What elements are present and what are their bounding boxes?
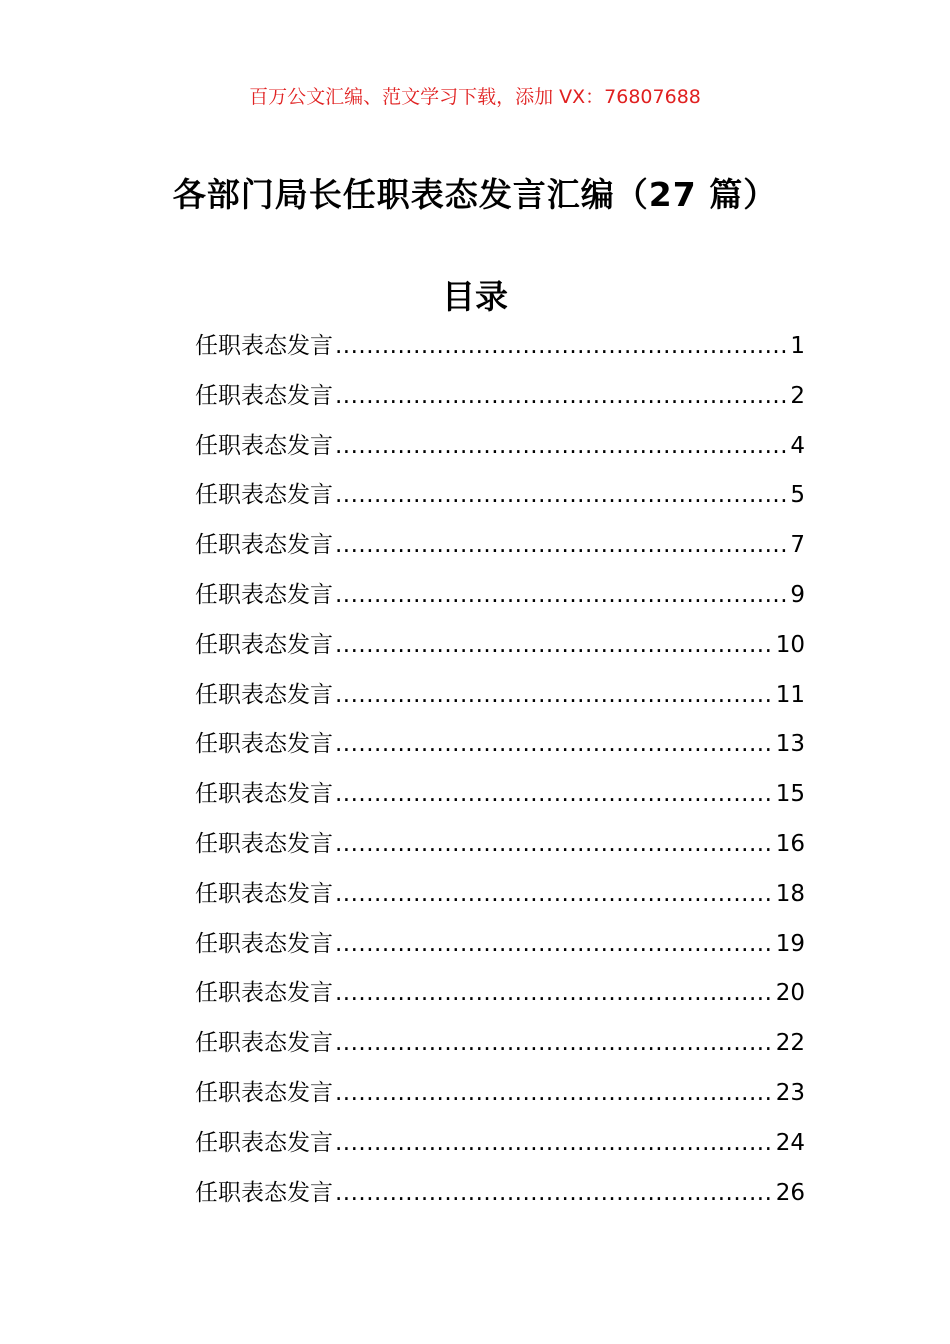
toc-entry-page: 22 xyxy=(775,1030,805,1057)
toc-leader-dots xyxy=(335,1023,774,1063)
toc-entry-page: 9 xyxy=(790,581,805,608)
toc-entry-page: 18 xyxy=(775,880,805,907)
toc-entry[interactable] xyxy=(195,1173,805,1223)
toc-leader-dots xyxy=(335,1073,774,1113)
toc-entry-page: 13 xyxy=(775,731,805,758)
toc-entry[interactable] xyxy=(195,575,805,625)
toc-entry-label: 任职表态发言 xyxy=(195,731,333,758)
toc-entry-page: 11 xyxy=(775,681,805,708)
toc-entry-label: 任职表态发言 xyxy=(195,581,333,608)
toc-entry-label: 任职表态发言 xyxy=(195,930,333,957)
toc-entry[interactable] xyxy=(195,376,805,426)
toc-entry-label: 任职表态发言 xyxy=(195,382,333,409)
toc-leader-dots xyxy=(335,874,774,914)
toc-entry-label: 任职表态发言 xyxy=(195,781,333,808)
toc-entry-page: 2 xyxy=(790,382,805,409)
toc-entry-label: 任职表态发言 xyxy=(195,980,333,1007)
toc-leader-dots xyxy=(335,973,774,1013)
toc-entry-label: 任职表态发言 xyxy=(195,1129,333,1156)
toc-leader-dots xyxy=(335,475,788,515)
toc-entry[interactable] xyxy=(195,1023,805,1073)
toc-entry[interactable] xyxy=(195,675,805,725)
toc-entry-label: 任职表态发言 xyxy=(195,482,333,509)
toc-leader-dots xyxy=(335,326,788,366)
toc-entry[interactable] xyxy=(195,1073,805,1123)
toc-entry-page: 23 xyxy=(775,1079,805,1106)
toc-leader-dots xyxy=(335,774,774,814)
toc-entry-label: 任职表态发言 xyxy=(195,333,333,359)
toc-leader-dots xyxy=(335,1173,774,1213)
toc-leader-dots xyxy=(335,824,774,864)
toc-leader-dots xyxy=(335,525,788,565)
toc-entry-page: 24 xyxy=(775,1129,805,1156)
toc-entry-page: 1 xyxy=(790,333,805,359)
toc-entry-page: 4 xyxy=(790,432,805,459)
toc-heading: 目录 xyxy=(442,277,508,316)
toc-entry-page: 20 xyxy=(775,980,805,1007)
toc-entry-label: 任职表态发言 xyxy=(195,880,333,907)
toc-entry-label: 任职表态发言 xyxy=(195,681,333,708)
toc-entry-page: 5 xyxy=(790,482,805,509)
toc-leader-dots xyxy=(335,924,774,964)
toc-leader-dots xyxy=(335,675,774,715)
table-of-contents xyxy=(195,326,805,1222)
toc-entry[interactable] xyxy=(195,824,805,874)
toc-entry[interactable] xyxy=(195,973,805,1023)
toc-entry[interactable] xyxy=(195,326,805,376)
toc-entry-label: 任职表态发言 xyxy=(195,631,333,658)
toc-leader-dots xyxy=(335,376,788,416)
toc-leader-dots xyxy=(335,724,774,764)
toc-entry-page: 26 xyxy=(775,1179,805,1206)
toc-entry-label: 任职表态发言 xyxy=(195,1079,333,1106)
toc-entry[interactable] xyxy=(195,874,805,924)
toc-entry-page: 10 xyxy=(775,631,805,658)
toc-entry[interactable] xyxy=(195,475,805,525)
toc-entry[interactable] xyxy=(195,525,805,575)
toc-entry-label: 任职表态发言 xyxy=(195,432,333,459)
toc-entry-label: 任职表态发言 xyxy=(195,532,333,559)
toc-entry[interactable] xyxy=(195,426,805,476)
toc-entry[interactable] xyxy=(195,924,805,974)
toc-leader-dots xyxy=(335,625,774,665)
toc-entry-label: 任职表态发言 xyxy=(195,830,333,857)
toc-entry[interactable] xyxy=(195,625,805,675)
header-note: 百万公文汇编、范文学习下载，添加 VX：76807688 xyxy=(249,86,701,108)
toc-entry-label: 任职表态发言 xyxy=(195,1179,333,1206)
toc-entry-page: 15 xyxy=(775,781,805,808)
toc-leader-dots xyxy=(335,575,788,615)
toc-entry-page: 19 xyxy=(775,930,805,957)
toc-entry-label: 任职表态发言 xyxy=(195,1030,333,1057)
document-title: 各部门局长任职表态发言汇编（27 篇） xyxy=(172,175,778,214)
toc-entry-page: 7 xyxy=(790,532,805,559)
toc-leader-dots xyxy=(335,426,788,466)
toc-entry[interactable] xyxy=(195,774,805,824)
toc-entry-page: 16 xyxy=(775,830,805,857)
toc-leader-dots xyxy=(335,1123,774,1163)
toc-entry[interactable] xyxy=(195,1123,805,1173)
toc-entry[interactable] xyxy=(195,724,805,774)
